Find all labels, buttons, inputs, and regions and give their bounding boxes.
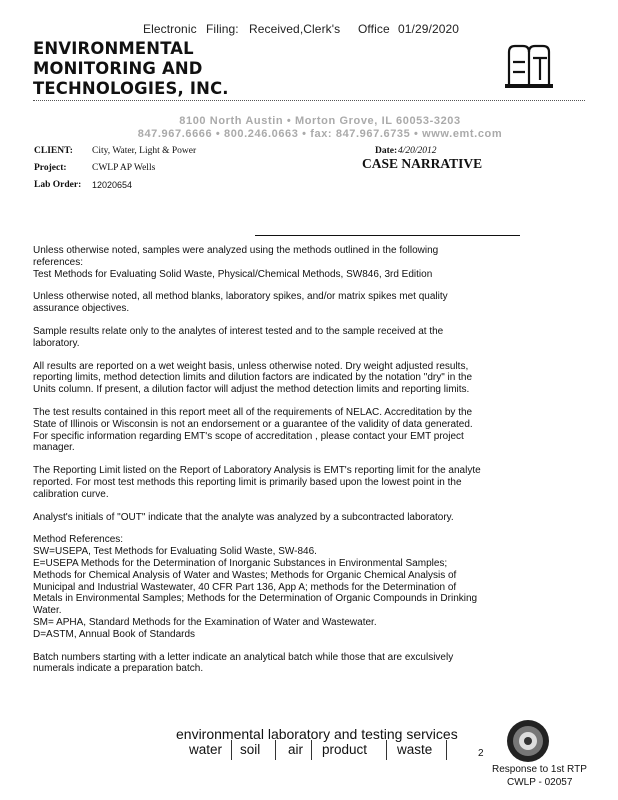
document-title: CASE NARRATIVE: [362, 156, 483, 171]
paragraph-batch-numbers: Batch numbers starting with a letter indicate an analytical batch while those that are exculsively numerals indicate a preparation batch.: [33, 651, 454, 675]
page-number: 2: [478, 748, 484, 759]
service-separator: [231, 740, 232, 760]
lab-order-value: 12020654: [92, 180, 133, 190]
service-separator: [446, 740, 447, 760]
accreditation-seal-icon: [505, 718, 551, 764]
stamp-date: 01/29/2020: [398, 22, 460, 36]
project-value: CWLP AP Wells: [92, 163, 156, 173]
bates-number: CWLP - 02057: [507, 777, 573, 788]
stamp-word-received: Received,Clerk's: [249, 22, 341, 36]
date-label: Date:: [375, 146, 398, 156]
service-waste: waste: [397, 742, 433, 757]
service-separator: [275, 740, 276, 760]
address-line-2: 847.967.6666 • 800.246.0663 • fax: 847.967.6735 • www.emt.com: [137, 128, 503, 140]
stamp-word-electronic: Electronic: [143, 22, 197, 36]
company-name-line-2: MONITORING AND: [33, 59, 203, 78]
service-water: water: [189, 742, 223, 757]
header-rule: [33, 100, 585, 101]
narrative-body: [33, 245, 503, 686]
address-line-1: 8100 North Austin • Morton Grove, IL 60053-3203: [179, 115, 461, 127]
emt-monogram-logo-icon: [503, 40, 555, 92]
paragraph-references: Unless otherwise noted, samples were analyzed using the methods outlined in the following references: Test Methods for Evaluating Solid Waste, Physical/Chemical Methods, SW846, 3rd Edition: [33, 245, 439, 280]
service-soil: soil: [240, 742, 261, 757]
service-separator: [311, 740, 312, 760]
company-name-line-1: ENVIRONMENTAL: [33, 39, 194, 58]
company-name: [33, 39, 229, 99]
service-product: product: [322, 742, 368, 757]
paragraph-method-references: Method References: SW=USEPA, Test Methods for Evaluating Solid Waste, SW-846. E=USEPA Methods for the Determination of Inorganic Substances in Environmental Samples; Methods for Chemical Analysis of Water and Wastes; Methods for Organic Chemical Analysis of Municipal and Industrial Wastewater, 40 CFR Part 136, App A; methods for the Determination of Metals in Environmental Samples; Methods for the Determination of Organic Compounds in Drinking Water. SM= APHA, Standard Methods for the Examination of Water and Wastewater. D=ASTM, Annual Book of Standards: [33, 534, 478, 640]
stamp-word-filing: Filing:: [206, 22, 239, 36]
client-label: CLIENT:: [34, 146, 73, 156]
client-value: City, Water, Light & Power: [92, 146, 197, 156]
footer-tagline: environmental laboratory and testing services: [176, 726, 458, 742]
response-label: Response to 1st RTP: [492, 764, 587, 775]
service-separator: [386, 740, 387, 760]
company-name-line-3: TECHNOLOGIES, INC.: [33, 79, 229, 98]
paragraph-analyst-initials: Analyst's initials of "OUT" indicate that the analyte was analyzed by a subcontracted laboratory.: [33, 511, 454, 523]
date-value: 4/20/2012: [398, 146, 437, 156]
paragraph-nelac: The test results contained in this report meet all of the requirements of NELAC. Accreditation by the State of Illinois or Wisconsin is not an endorsement or a guarantee of the validity of data generated. For specific information regarding EMT's scope of accreditation , please contact your EMT project manager.: [33, 406, 473, 454]
paragraph-sample-results: Sample results relate only to the analytes of interest tested and to the sample received at the laboratory.: [33, 325, 444, 349]
project-label: Project:: [34, 163, 67, 173]
paragraph-qa: Unless otherwise noted, all method blanks, laboratory spikes, and/or matrix spikes met quality assurance objectives.: [33, 291, 448, 315]
paragraph-reporting-limit: The Reporting Limit listed on the Report of Laboratory Analysis is EMT's reporting limit for the analyte reported. For most test methods this reporting limit is primarily based upon the lowest point in the calibration curve.: [33, 465, 481, 500]
paragraph-wet-weight: All results are reported on a wet weight basis, unless otherwise noted. Dry weight adjusted results, reporting limits, method detection limits and dilution factors are indicated by the notation "dry" in the Units column. If present, a dilution factor will adjust the method detection limits and reporting limits.: [33, 360, 472, 396]
stamp-word-office: Office: [358, 22, 390, 36]
lab-order-label: Lab Order:: [34, 180, 82, 190]
section-divider: [255, 235, 520, 236]
service-air: air: [288, 742, 304, 757]
